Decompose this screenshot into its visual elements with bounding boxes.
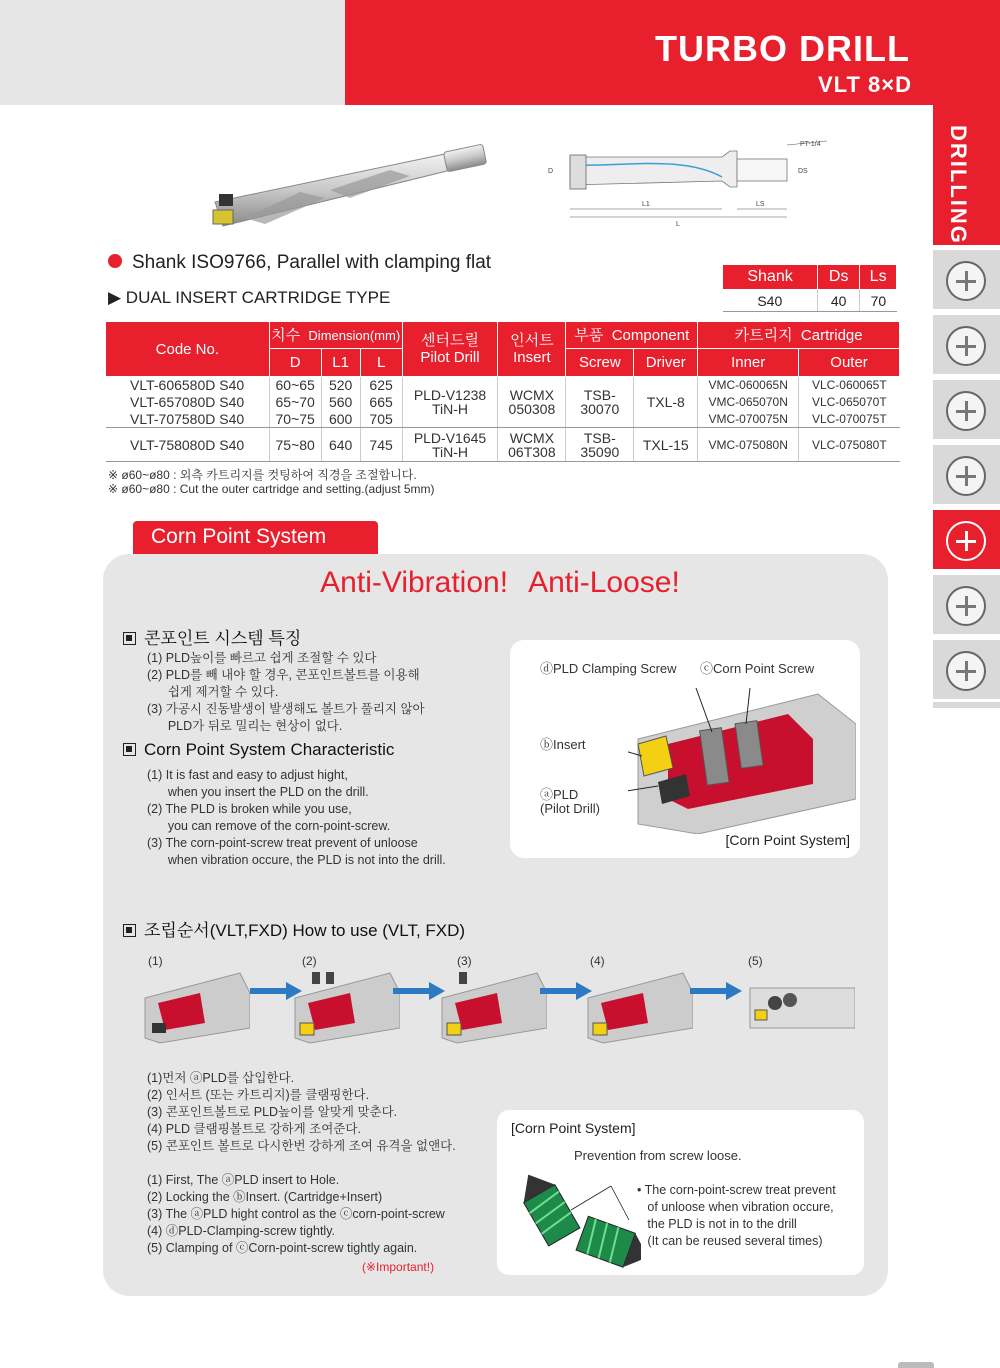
table-row (106, 377, 900, 394)
square-bullet-icon (123, 743, 136, 756)
cell-l1: 560 (321, 394, 360, 411)
drill-dimension-drawing (542, 137, 832, 227)
type-line: ▶ DUAL INSERT CARTRIDGE TYPE (108, 288, 391, 307)
important-note: (※Important!) (362, 1260, 435, 1274)
header-l: L (360, 349, 402, 377)
header-insert-en: Insert (513, 349, 551, 366)
arrow-right-icon (690, 982, 742, 1000)
cell-screw-b: 30070 (580, 401, 620, 417)
step-number: (3) (457, 954, 472, 968)
heading-features-en-text: Corn Point System Characteristic (144, 740, 395, 759)
header-component-ko: 부품 (574, 326, 604, 344)
square-bullet-icon (123, 632, 136, 645)
feature-line (108, 252, 491, 274)
cell-pilot (402, 428, 498, 462)
side-nav-icon-1[interactable] (933, 250, 1000, 312)
drawing-label-ds: DS (798, 168, 808, 175)
cell-screw (566, 377, 634, 428)
cell-pilot-a: PLD-V1645 (413, 429, 487, 446)
cell-code: VLT-758080D S40 (106, 428, 270, 462)
cell-code: VLT-606580D S40 (106, 377, 270, 394)
shank-table (722, 264, 897, 312)
cell-insert-a: WCMX (509, 387, 555, 403)
cell-inner: VMC-075080N (698, 428, 799, 462)
label-clamping-screw: ⓓPLD Clamping Screw (540, 661, 677, 676)
drawing-label-ls: LS (756, 201, 765, 208)
cell-outer: VLC-075080T (799, 428, 900, 462)
arrow-right-icon (393, 982, 445, 1000)
cell-driver: TXL-15 (634, 428, 698, 462)
drill-face-icon (946, 456, 986, 496)
cell-inner: VMC-060065N (698, 377, 799, 394)
drill-face-icon (946, 261, 986, 301)
cell-l1: 520 (321, 377, 360, 394)
cell-l: 665 (360, 394, 402, 411)
header-component (566, 322, 698, 349)
header-dimension (269, 322, 402, 349)
corn-point-cutaway-image (628, 684, 856, 834)
cell-l: 745 (360, 428, 402, 462)
header-dimension-en: Dimension(mm) (308, 327, 401, 343)
header-screw: Screw (566, 349, 634, 377)
header-cartridge (698, 322, 900, 349)
arrow-right-icon (540, 982, 592, 1000)
header-component-en: Component (611, 326, 690, 344)
spec-table (105, 321, 900, 462)
step-number: (2) (302, 954, 317, 968)
side-tab-drilling[interactable] (933, 105, 1000, 245)
header-dimension-ko: 치수 (271, 326, 301, 344)
step-4-image (583, 968, 693, 1048)
header-driver: Driver (634, 349, 698, 377)
heading-features-ko (123, 624, 301, 649)
section-tab-corn-point: Corn Point System (133, 521, 378, 554)
drawing-label-l1: L1 (642, 201, 650, 208)
page-corner (898, 1362, 934, 1368)
card-text: • The corn-point-screw treat prevent of unloose when vibration occure, the PLD is not in to the drill (It can be reused several times) (637, 1183, 836, 1248)
header-insert-ko: 인서트 (510, 332, 554, 349)
header-insert (498, 322, 566, 377)
cell-code: VLT-657080D S40 (106, 394, 270, 411)
header-cartridge-ko: 카트리지 (734, 326, 793, 344)
header-d: D (269, 349, 321, 377)
features-ko-text: (1) PLD높이를 빠르고 쉽게 조절할 수 있다 (2) PLD를 빼 내야 할 경우, 콘포인트볼트를 이용해 쉽게 제거할 수 있다. (3) 가공시 진동발생이 발생해도 볼트가 풀리지 않아 PLD가 뒤로 밀리는 현상이 없다. (147, 651, 425, 733)
drill-product-image (205, 140, 500, 240)
cell-outer: VLC-070075T (799, 411, 900, 428)
label-corn-screw: ⓒCorn Point Screw (700, 661, 815, 676)
step-number: (4) (590, 954, 605, 968)
diagram-caption: [Corn Point System] (725, 832, 850, 848)
drill-face-icon (946, 521, 986, 561)
shank-header-shank: Shank (723, 265, 818, 290)
howto-ko-text: (1)먼저 ⓐPLD를 삽입한다. (2) 인서트 (또는 카트리지)를 클램핑한다. (3) 콘포인트볼트로 PLD높이를 알맞게 맞춘다. (4) PLD 클램핑볼트로 강하게 조여준다. (5) 콘포인트 볼트로 다시한번 강하게 조여 유격을 없앤다. (147, 1071, 456, 1153)
table-row (106, 428, 900, 462)
label-pld: ⓐPLD (540, 787, 579, 802)
arrow-right-icon (250, 982, 302, 1000)
cell-d: 60~65 (269, 377, 321, 394)
step-3-image (437, 968, 547, 1048)
header-pilot-en: Pilot Drill (420, 349, 480, 366)
drill-face-icon (946, 651, 986, 691)
step-number: (5) (748, 954, 763, 968)
header-code: Code No. (106, 322, 270, 377)
drawing-label-l: L (676, 221, 680, 227)
cell-insert (498, 377, 566, 428)
header-gray-band (0, 0, 345, 105)
card-subtitle: Prevention from screw loose. (574, 1148, 742, 1163)
header-l1: L1 (321, 349, 360, 377)
side-tab-label: DRILLING (946, 125, 971, 245)
shank-value-ds: 40 (818, 290, 860, 312)
cell-pilot-b: TiN-H (431, 401, 469, 417)
step-2-image (290, 968, 400, 1048)
header-inner: Inner (698, 349, 799, 377)
features-en-text: (1) It is fast and easy to adjust hight, when you insert the PLD on the drill. (2) The PLD is broken while you use, you can remove of the corn-point-screw. (3) The corn-point-screw treat prevent of unloose when vibration occure, the PLD is not into the drill. (147, 768, 446, 867)
anti-vibration: Anti-Vibration! (320, 566, 509, 599)
header-cartridge-en: Cartridge (800, 326, 863, 344)
heading-how-to-use (123, 916, 465, 941)
note-en: ※ ø60~ø80 : Cut the outer cartridge and setting.(adjust 5mm) (108, 482, 435, 496)
cell-screw (566, 428, 634, 462)
side-nav-icon-2[interactable] (933, 315, 1000, 377)
card-title: [Corn Point System] (511, 1120, 636, 1136)
step-number: (1) (148, 954, 163, 968)
cell-inner: VMC-070075N (698, 411, 799, 428)
label-insert: ⓑInsert (540, 737, 586, 752)
cell-pilot (402, 377, 498, 428)
cell-insert (498, 428, 566, 462)
cell-screw-b: 35090 (580, 443, 620, 460)
corn-point-diagram-card (510, 640, 860, 858)
header-pilot (402, 322, 498, 377)
shank-header-ls: Ls (860, 265, 897, 290)
side-nav-icon-7[interactable] (933, 640, 1000, 702)
note-ko: ※ ø60~ø80 : 외측 카트리지를 컷팅하여 직경을 조절합니다. (108, 468, 417, 482)
side-nav-icon-3[interactable] (933, 380, 1000, 442)
cell-outer: VLC-065070T (811, 395, 887, 409)
shank-value-shank: S40 (723, 290, 818, 312)
header-pilot-ko: 센터드릴 (421, 332, 479, 349)
cell-d: 75~80 (269, 428, 321, 462)
side-nav-icon-5-active[interactable] (933, 510, 1000, 572)
square-bullet-icon (123, 924, 136, 937)
cell-l: 625 (360, 377, 402, 394)
heading-how-to-use-text: 조립순서(VLT,FXD) How to use (VLT, FXD) (144, 921, 466, 940)
cell-driver: TXL-8 (634, 377, 698, 428)
header-outer: Outer (799, 349, 900, 377)
cell-insert-a: WCMX (509, 429, 555, 446)
feature-text: Shank ISO9766, Parallel with clamping flat (132, 252, 492, 273)
howto-en-text: (1) First, The ⓐPLD insert to Hole. (2) Locking the ⓑInsert. (Cartridge+Insert) (3) The ⓐPLD hight control as the ⓒcorn-point-screw (4) ⓓPLD-Clamping-screw tightly. (5) Clamping of ⓒCorn-point-screw tightly again. (147, 1173, 445, 1255)
shank-header-ds: Ds (818, 265, 860, 290)
drawing-label-pt: PT-1/4 (800, 141, 821, 148)
page-subtitle: VLT 8×D (817, 72, 912, 97)
heading-features-ko-text: 콘포인트 시스템 특징 (144, 629, 302, 648)
cell-l1: 640 (321, 428, 360, 462)
cell-inner: VMC-065070N (698, 394, 799, 411)
cell-insert-b: 06T308 (508, 443, 556, 460)
cell-insert-b: 050308 (508, 401, 556, 417)
cell-d: 65~70 (269, 394, 321, 411)
label-pilot-drill: (Pilot Drill) (540, 801, 600, 816)
cell-l: 705 (360, 411, 402, 428)
bullet-icon (108, 254, 122, 268)
heading-features-en (123, 740, 394, 760)
cell-outer: VLC-060065T (811, 378, 887, 393)
page-title: TURBO DRILL (655, 28, 910, 69)
drill-face-icon (946, 326, 986, 366)
screw-info-card (497, 1110, 864, 1275)
cell-screw-a: TSB- (583, 429, 616, 446)
cell-screw-a: TSB- (583, 387, 616, 403)
side-nav-icon-4[interactable] (933, 445, 1000, 507)
anti-headline (0, 566, 1000, 600)
side-nav-end (933, 702, 1000, 708)
cell-l1: 600 (321, 411, 360, 428)
drill-face-icon (946, 391, 986, 431)
step-5-image (745, 968, 855, 1048)
cell-pilot-b: TiN-H (431, 443, 469, 460)
shank-value-ls: 70 (860, 290, 897, 312)
cell-d: 70~75 (269, 411, 321, 428)
step-1-image (140, 968, 250, 1048)
cell-pilot-a: PLD-V1238 (413, 387, 487, 403)
cell-code: VLT-707580D S40 (106, 411, 270, 428)
corn-point-screw-image (511, 1160, 641, 1270)
anti-loose: Anti-Loose! (528, 566, 680, 599)
drawing-label-d: D (548, 168, 554, 175)
